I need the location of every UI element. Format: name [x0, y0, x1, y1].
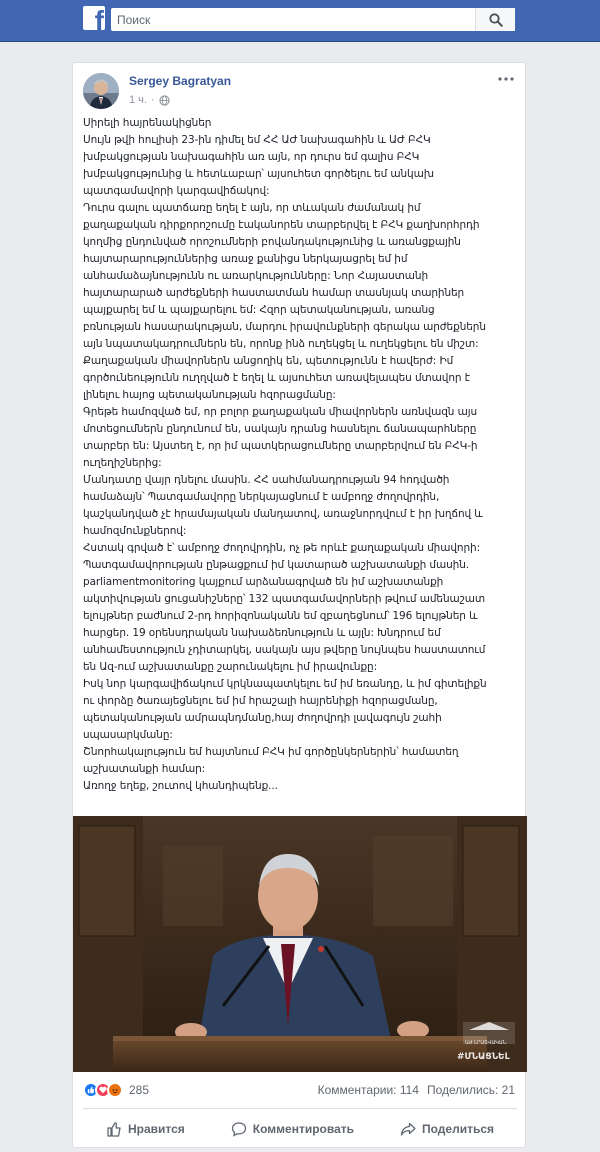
shares-count-link[interactable] — [427, 1083, 515, 1097]
share-icon — [400, 1121, 416, 1137]
shares-count: 21 — [501, 1083, 515, 1097]
search-icon — [489, 13, 503, 27]
thumbs-up-icon — [106, 1121, 122, 1137]
comments-count-link[interactable] — [318, 1083, 419, 1097]
comment-icon — [231, 1121, 247, 1137]
reaction-count: 285 — [129, 1083, 150, 1097]
post-time[interactable]: 1 ч. — [129, 94, 147, 106]
avatar[interactable] — [83, 73, 119, 109]
photo-watermark: #ՄՆԱՑՆԵԼ — [457, 1052, 510, 1062]
more-options-icon — [498, 77, 514, 81]
comments-count: 114 — [399, 1083, 419, 1097]
angry-icon — [107, 1082, 123, 1098]
post-card — [72, 62, 526, 1148]
meta-separator: · — [150, 94, 155, 106]
post-actions — [83, 1113, 517, 1145]
like-button-label: Нравится — [127, 1122, 185, 1136]
share-button-label: Поделиться — [421, 1122, 495, 1136]
post-photo[interactable] — [73, 816, 527, 1072]
comment-button[interactable] — [231, 1121, 354, 1137]
search-input[interactable] — [111, 8, 481, 31]
avatar-image — [83, 73, 119, 109]
engagement-stats — [318, 1083, 515, 1097]
top-bar — [0, 0, 600, 42]
post-options-button[interactable] — [497, 71, 515, 87]
globe-icon[interactable] — [159, 95, 170, 106]
facebook-logo-icon[interactable] — [83, 6, 105, 30]
comment-button-label: Комментировать — [252, 1122, 355, 1136]
comments-label: Комментарии: — [317, 1083, 397, 1097]
share-button[interactable] — [400, 1121, 494, 1137]
photo-logo-text: ԱԺ ԼՐԱՏՎԱԿԱՆ — [465, 1040, 507, 1046]
like-button[interactable] — [106, 1121, 185, 1137]
post-meta — [129, 94, 170, 106]
reactions-summary[interactable] — [83, 1081, 149, 1099]
post-text: Սիրելի հայրենակիցներ Սույն թվի հուլիսի 23-ին դիմել եմ ՀՀ ԱԺ նախագահին և ԱԺ ԲՀԿ խմբակցության նախագահին առ այն, որ դուրս եմ գալիս ԲՀԿ խմբակցությունից և հետևաբար՝ այսուհետ գործելու եմ անկախ պատգամավորի կարգավիճակով: Դուրս գալու պատճառը եղել է այն, որ տևական ժամանակ իմ քաղաքական դիրքորոշումը էականորեն տարբերվել է ԲՀԿ քաղխորհրդի կողմից ընդունված որոշումների բովանդակությունից և առանցքային հայտարարություններից առաջ քանիցս ներկայացրել եմ իմ անհամաձայնությունն ու առարկությունները: Նոր Հայաստանի հայտարարած արժեքների հաստատման համար տասնյակ տարիներ պայքարել եմ և պայքարելու եմ: Հզոր պետականության, առանց բռնության հասարակության, մարդու իրավունքների գերակա արժեքներն այն նպատակադրումներն են, որոնք ինձ ուղեկցել և ուղեկցելու են միշտ: Քաղաքական միավորներն անցողիկ են, պետությունն է հավերժ: Իմ գործունեությունն ուղղված է եղել և այսուհետ առավելապես մտավոր է լինելու հայոց պետականության հզորացմանը: Գրեթե համոզված եմ, որ բոլոր քաղաքական միավորներն առնվազն այս մոտեցումներն ընդունում են, սակայն դրանց հասնելու ճանապարհները տարբեր են: Այստեղ է, որ իմ պատկերացումները տարբերվում են ԲՀԿ-ի ուղեղիշներից: Մանդատը վայր դնելու մասին. ՀՀ սահմանադրության 94 հոդվածի համաձայն՝ Պատգամավորը ներկայացնում է ամբողջ ժողովրդին, կաշկանդված չէ հրամայական մանդատով, առաջնորդվում է իր խղճով և համոզմունքներով: Հստակ գրված է՝ ամբողջ ժողովրդին, ոչ թե որևէ քաղաքական միավորի: Պատգամավորության ընթացքում իմ կատարած աշխատանքի մասին. parliamentmonitoring կայքում արձանագրված են իմ աշխատանքի ակտիվության ցուցանիշները՝ 132 պատգամավորների թվում ամենաշատ ելույթներ բաժնում 2-րդ հորիզոնականն եմ զբաղեցնում՝ 196 ելույթներ և հարցեր. 19 օրենսդրական նախաձեռնություն և այլն: Խնդրում եմ անհամեստություն չդիտարկել, սակայն այս թվերը նույնպես հաստատում են Ազ-ում աշխատանքը շարունակելու իմ իրավունքը: Իսկ նոր կարգավիճակում կրկնապատկելու եմ իմ եռանդը, և իմ գիտելիքն ու փորձը ծառայեցնելու եմ իմ հրաշալի հայրենիքի հզորացմանը, պետականության ամրապնդմանը,հայ ժողովրդի լավագույն շահի սպասարկմանը: Շնորհակալություն եմ հայտնում ԲՀԿ իմ գործընկերներին՝ համատեղ աշխատանքի համար: Առողջ եղեք, շուտով կհանդիպենք... — [83, 117, 487, 792]
author-name[interactable]: Sergey Bagratyan — [129, 74, 232, 88]
actions-divider — [83, 1108, 517, 1109]
facebook-logo-letter: f — [94, 6, 104, 30]
search-button[interactable] — [475, 8, 515, 31]
search-box[interactable] — [111, 8, 515, 31]
shares-label: Поделились: — [426, 1083, 499, 1097]
photo-illustration — [73, 816, 527, 1072]
